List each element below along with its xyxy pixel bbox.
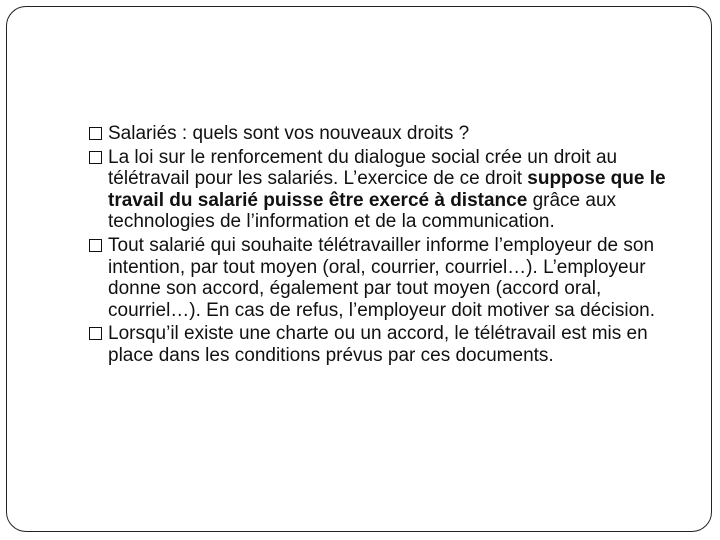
bullet-item-1 (87, 123, 687, 145)
checkbox-bullet-icon (89, 327, 102, 340)
checkbox-bullet-icon (89, 151, 102, 164)
checkbox-bullet-icon (89, 239, 102, 252)
bullet-item-2 (87, 147, 687, 233)
bullet-text-2-end: grâce aux technologies de l’information et de la communication. (108, 189, 617, 233)
bullet-text-2-bold: suppose que le travail du salarié puisse être exercé à distance (108, 168, 666, 211)
bullet-text-1: Salariés : quels sont vos nouveaux droits ? (108, 123, 470, 144)
bullet-item-4 (87, 323, 687, 366)
slide-frame (6, 6, 712, 532)
bullet-list (87, 123, 687, 369)
bullet-text-2-start: La loi sur le renforcement du dialogue social crée un droit au télétravail pour les salariés. L’exercice de ce droit (108, 146, 618, 190)
checkbox-bullet-icon (89, 127, 102, 140)
bullet-text-4: Lorsqu’il existe une charte ou un accord, le télétravail est mis en place dans les conditions prévus par ces documents. (108, 323, 648, 366)
bullet-item-3 (87, 235, 687, 321)
bullet-text-3: Tout salarié qui souhaite télétravailler informe l’employeur de son intention, par tout moyen (oral, courrier, courriel…). L’employeur donne son accord, également par tout moyen (accord oral, courriel…). En cas de refus, l’employeur doit motiver sa décision. (108, 234, 656, 321)
